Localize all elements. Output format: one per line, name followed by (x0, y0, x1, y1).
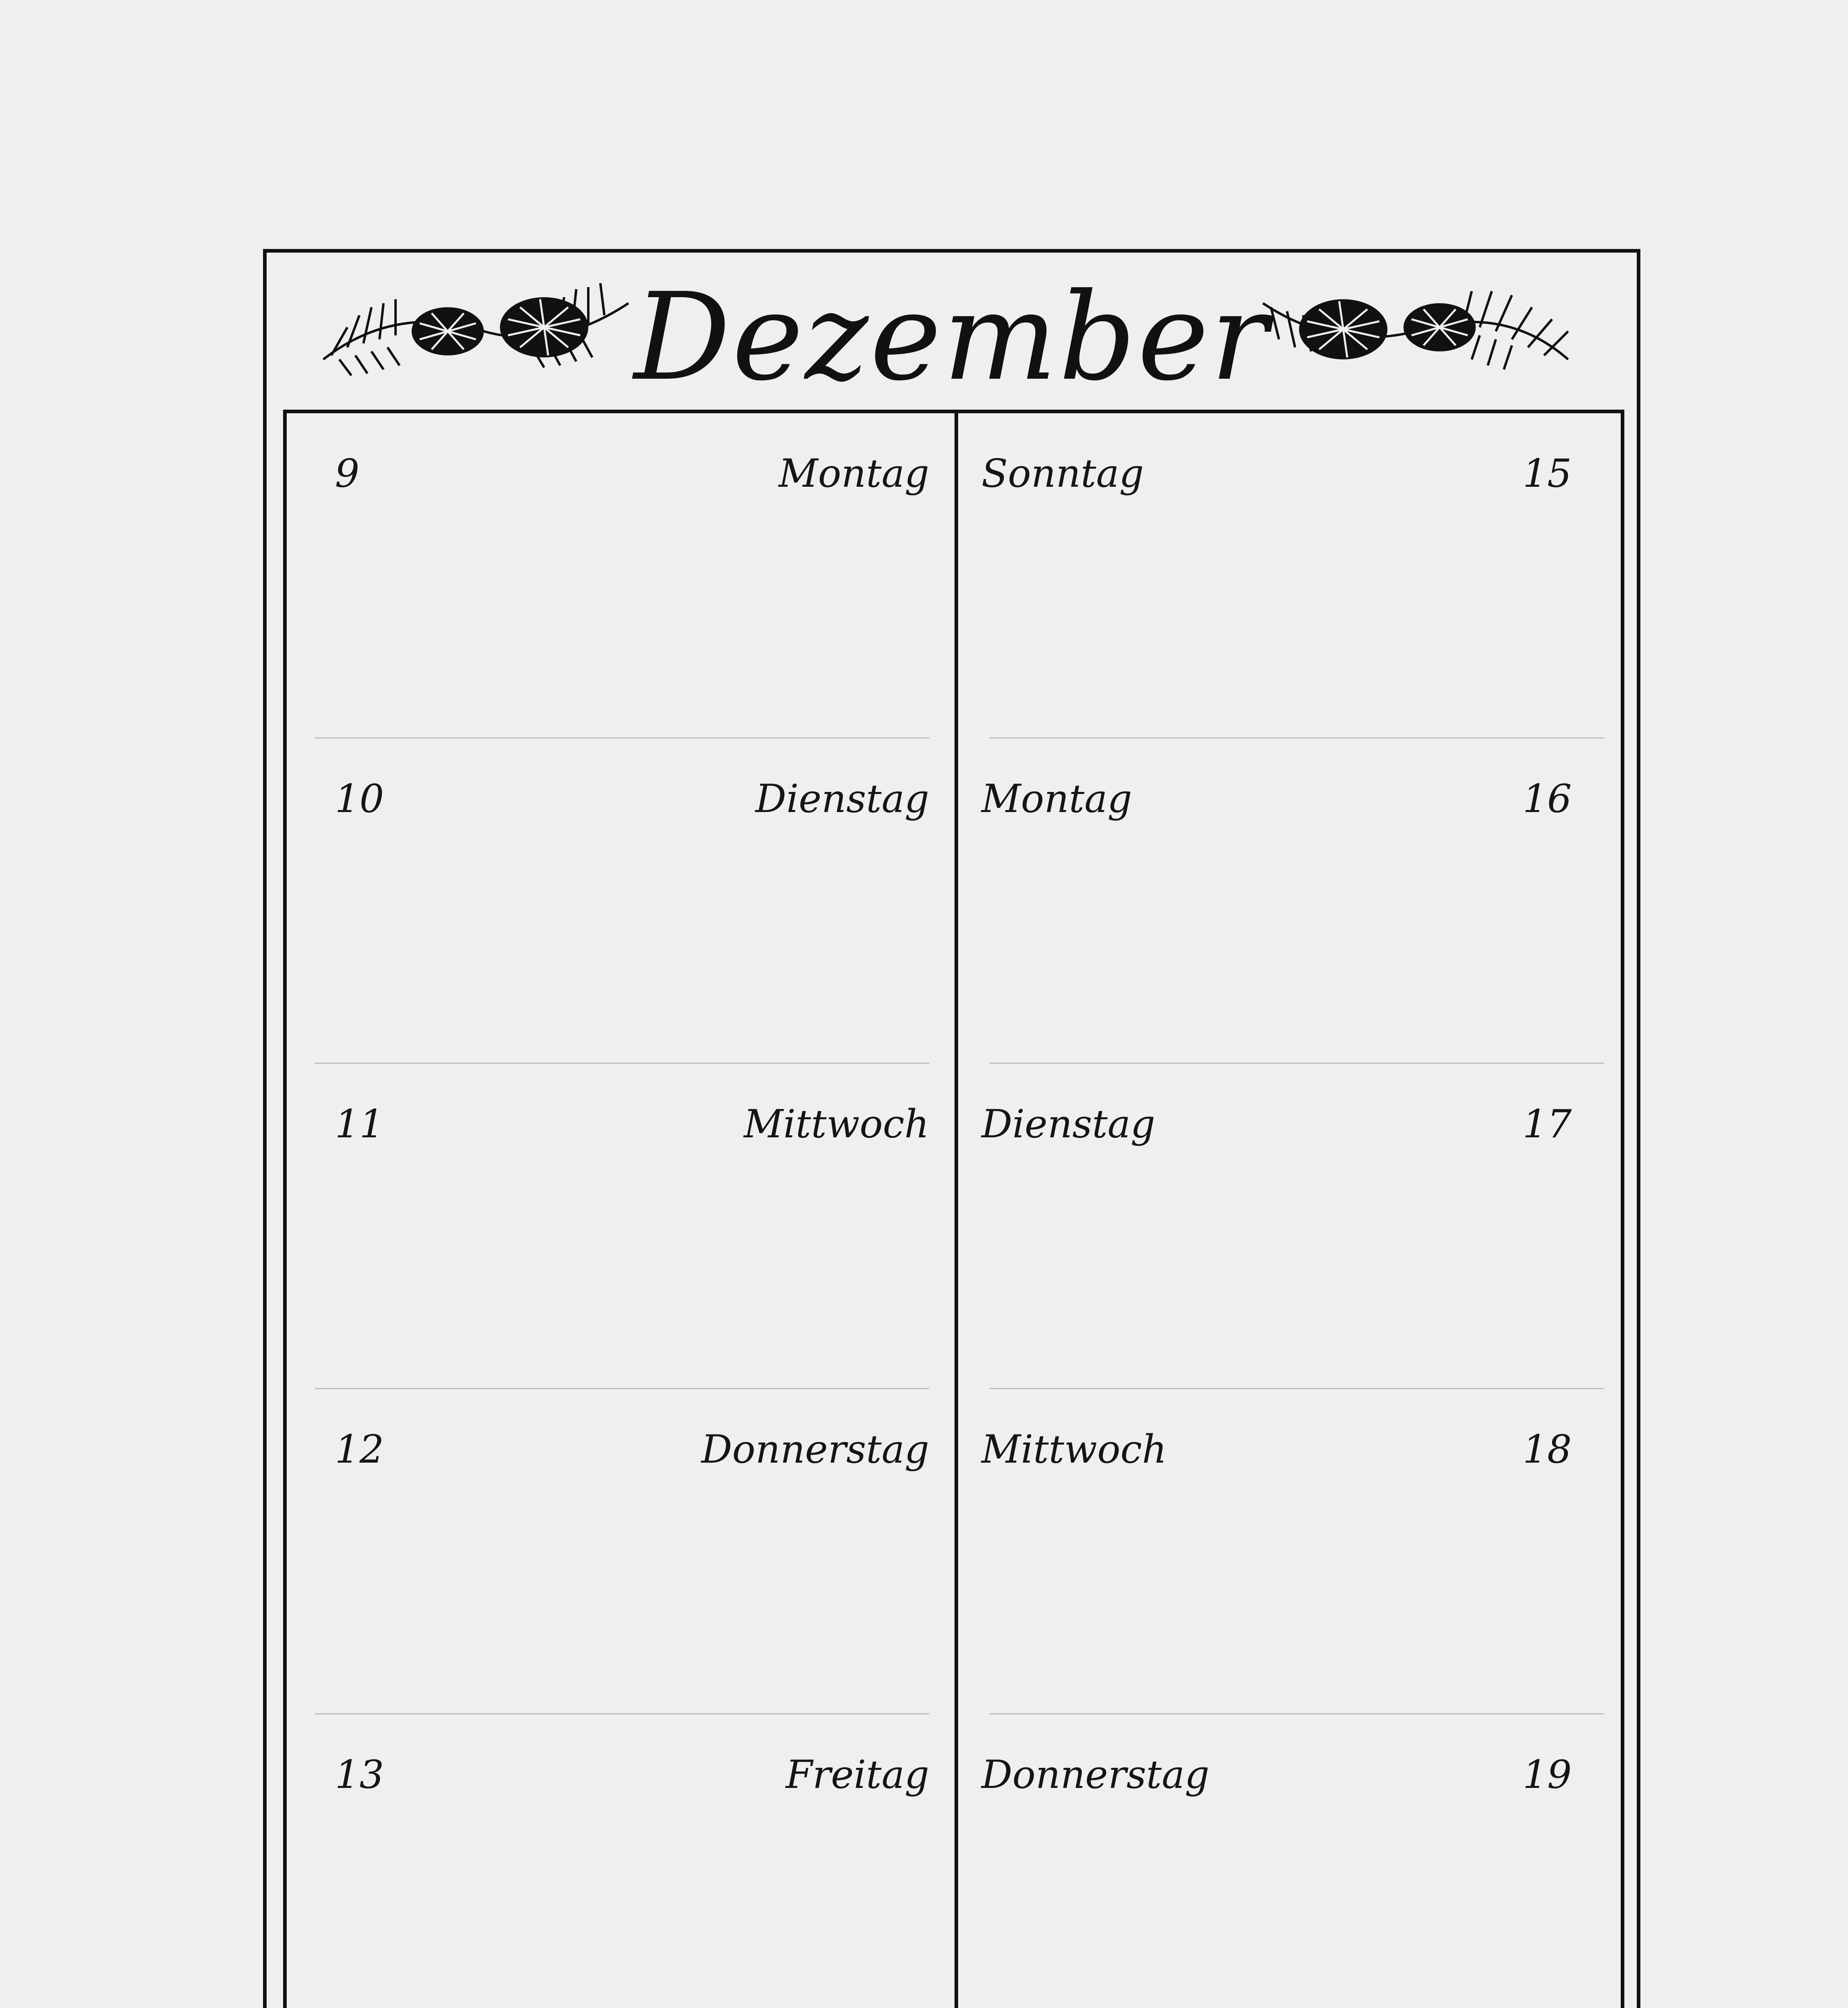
day-number: 19 (1522, 1752, 1572, 1797)
weekday-label: Donnerstag (981, 1752, 1210, 1797)
weekday-label: Dienstag (755, 776, 929, 821)
right-week-column (961, 413, 1620, 2008)
day-number: 18 (1522, 1427, 1572, 1472)
day-cell[interactable] (287, 739, 945, 1064)
day-cell[interactable] (961, 739, 1620, 1064)
weekday-label: Mittwoch (744, 1102, 929, 1147)
day-cell[interactable] (961, 1714, 1620, 2008)
month-header (263, 249, 1640, 414)
weekday-label: Donnerstag (701, 1427, 929, 1472)
weekday-label: Dienstag (981, 1102, 1155, 1147)
pine-cone-ornament-icon (1255, 279, 1576, 380)
day-number: 13 (335, 1752, 384, 1797)
day-cell[interactable] (961, 413, 1620, 739)
day-number: 15 (1522, 451, 1572, 496)
day-cell[interactable] (961, 1389, 1620, 1714)
day-cell[interactable] (287, 1389, 945, 1714)
weekday-label: Sonntag (981, 451, 1144, 496)
left-week-column (287, 413, 945, 2008)
day-number: 12 (335, 1427, 384, 1472)
weekday-label: Mittwoch (981, 1427, 1167, 1472)
month-title: Dezember (634, 267, 1270, 407)
day-cell[interactable] (287, 1064, 945, 1389)
day-number: 9 (335, 451, 360, 496)
calendar-grid (287, 413, 1621, 2008)
day-cell[interactable] (287, 413, 945, 739)
weekday-label: Freitag (785, 1752, 929, 1797)
day-number: 16 (1522, 776, 1572, 821)
weekday-label: Montag (778, 451, 929, 496)
day-cell[interactable] (287, 1714, 945, 2008)
day-number: 11 (335, 1102, 384, 1147)
weekday-label: Montag (981, 776, 1132, 821)
day-number: 10 (335, 776, 384, 821)
day-cell[interactable] (961, 1064, 1620, 1389)
day-number: 17 (1522, 1102, 1572, 1147)
column-divider (955, 413, 958, 2008)
